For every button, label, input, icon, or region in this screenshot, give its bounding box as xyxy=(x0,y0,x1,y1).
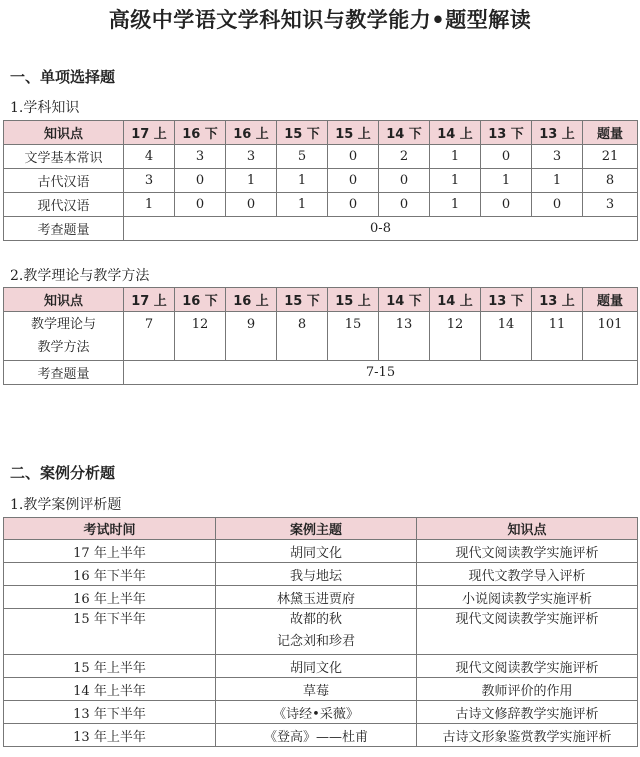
table-cell: 3 xyxy=(583,193,638,217)
row-label-line: 教学方法 xyxy=(37,340,90,355)
header-cell: 13 上 xyxy=(532,121,583,145)
table-footer-row xyxy=(4,217,638,241)
table-row xyxy=(4,724,638,747)
case-topic-line: 记念刘和珍君 xyxy=(276,634,355,649)
table-row xyxy=(4,678,638,701)
header-cell: 14 上 xyxy=(430,288,481,312)
header-cell: 17 上 xyxy=(124,121,175,145)
header-cell: 14 下 xyxy=(379,288,430,312)
section-heading-case-analysis: 二、案例分析题 xyxy=(10,464,116,482)
knowledge-point-cell: 古诗文形象鉴赏教学实施评析 xyxy=(417,724,638,747)
header-cell: 16 上 xyxy=(226,121,277,145)
header-cell: 13 上 xyxy=(532,288,583,312)
table-cell: 0 xyxy=(481,145,532,169)
table-cell: 1 xyxy=(277,169,328,193)
header-cell: 15 下 xyxy=(277,121,328,145)
case-topic-cell: 胡同文化 xyxy=(216,540,417,563)
exam-time-cell: 17 年上半年 xyxy=(4,540,216,563)
table-cell: 0 xyxy=(532,193,583,217)
table-cell: 13 xyxy=(379,312,430,361)
table-row xyxy=(4,312,638,361)
table-cell: 101 xyxy=(583,312,638,361)
page-title: 高级中学语文学科知识与教学能力•题型解读 xyxy=(108,8,532,32)
table-cell: 1 xyxy=(481,169,532,193)
header-cell: 题量 xyxy=(583,121,638,145)
table-caption-teaching-theory: 2.教学理论与教学方法 xyxy=(10,268,150,284)
table-cell: 12 xyxy=(430,312,481,361)
exam-time-cell: 16 年上半年 xyxy=(4,586,216,609)
table-cell: 1 xyxy=(430,169,481,193)
exam-time-cell: 15 年下半年 xyxy=(4,609,216,655)
table-cell: 1 xyxy=(532,169,583,193)
table-cell: 0 xyxy=(481,193,532,217)
table-cell: 1 xyxy=(277,193,328,217)
knowledge-point-cell: 古诗文修辞教学实施评析 xyxy=(417,701,638,724)
table-cell: 3 xyxy=(532,145,583,169)
table-cell: 3 xyxy=(124,169,175,193)
case-topic-cell xyxy=(216,609,417,655)
table-row xyxy=(4,701,638,724)
exam-time-cell: 13 年下半年 xyxy=(4,701,216,724)
footer-label: 考查题量 xyxy=(4,217,124,241)
header-cell: 考试时间 xyxy=(4,518,216,540)
table-cell: 14 xyxy=(481,312,532,361)
case-topic-cell: 林黛玉进贾府 xyxy=(216,586,417,609)
header-cell: 16 下 xyxy=(175,121,226,145)
table-header-row xyxy=(4,518,638,540)
table-cell: 11 xyxy=(532,312,583,361)
table-cell: 8 xyxy=(277,312,328,361)
table-cell: 9 xyxy=(226,312,277,361)
table-cell: 0 xyxy=(175,169,226,193)
knowledge-point-cell: 现代文阅读教学实施评析 xyxy=(417,540,638,563)
table-cell: 1 xyxy=(430,145,481,169)
table-cell: 0 xyxy=(226,193,277,217)
exam-time-cell: 16 年下半年 xyxy=(4,563,216,586)
table-row xyxy=(4,145,638,169)
table-cell: 3 xyxy=(226,145,277,169)
table-cell: 7 xyxy=(124,312,175,361)
table-footer-row xyxy=(4,361,638,385)
table-cell: 15 xyxy=(328,312,379,361)
header-cell: 14 上 xyxy=(430,121,481,145)
row-label-line: 教学理论与 xyxy=(30,317,96,332)
table-header-row xyxy=(4,121,638,145)
knowledge-point-cell: 现代文教学导入评析 xyxy=(417,563,638,586)
section-heading-single-choice: 一、单项选择题 xyxy=(10,68,116,86)
case-topic-cell: 《登高》——杜甫 xyxy=(216,724,417,747)
header-cell: 14 下 xyxy=(379,121,430,145)
teaching-theory-table xyxy=(3,287,638,385)
case-topic-cell: 《诗经•采薇》 xyxy=(216,701,417,724)
table-cell: 0 xyxy=(175,193,226,217)
exam-time-cell: 14 年上半年 xyxy=(4,678,216,701)
table-row xyxy=(4,563,638,586)
table-cell: 21 xyxy=(583,145,638,169)
exam-time-cell: 15 年上半年 xyxy=(4,655,216,678)
table-caption-case-review: 1.教学案例评析题 xyxy=(10,497,122,513)
header-cell: 17 上 xyxy=(124,288,175,312)
table-row xyxy=(4,609,638,655)
knowledge-point-cell: 现代文阅读教学实施评析 xyxy=(417,655,638,678)
table-cell: 1 xyxy=(226,169,277,193)
footer-label: 考查题量 xyxy=(4,361,124,385)
case-topic-cell: 胡同文化 xyxy=(216,655,417,678)
header-cell: 题量 xyxy=(583,288,638,312)
table-cell: 0 xyxy=(328,193,379,217)
header-cell: 知识点 xyxy=(417,518,638,540)
table-cell: 0 xyxy=(379,169,430,193)
header-cell: 16 上 xyxy=(226,288,277,312)
header-cell: 知识点 xyxy=(4,288,124,312)
row-label xyxy=(4,312,124,361)
header-cell: 13 下 xyxy=(481,288,532,312)
knowledge-point-cell: 小说阅读教学实施评析 xyxy=(417,586,638,609)
case-topic-cell: 我与地坛 xyxy=(216,563,417,586)
table-cell: 3 xyxy=(175,145,226,169)
table-cell: 0 xyxy=(328,169,379,193)
table-row xyxy=(4,169,638,193)
row-label: 文学基本常识 xyxy=(4,145,124,169)
knowledge-point-cell: 教师评价的作用 xyxy=(417,678,638,701)
table-row xyxy=(4,193,638,217)
table-cell: 1 xyxy=(430,193,481,217)
exam-time-cell: 13 年上半年 xyxy=(4,724,216,747)
case-topic-line: 故都的秋 xyxy=(289,612,342,627)
table-row xyxy=(4,540,638,563)
table-header-row xyxy=(4,288,638,312)
table-cell: 0 xyxy=(328,145,379,169)
knowledge-point-cell: 现代文阅读教学实施评析 xyxy=(417,609,638,655)
row-label: 现代汉语 xyxy=(4,193,124,217)
table-cell: 4 xyxy=(124,145,175,169)
header-cell: 15 上 xyxy=(328,121,379,145)
case-topic-cell: 草莓 xyxy=(216,678,417,701)
footer-value: 0-8 xyxy=(124,217,638,241)
table-cell: 2 xyxy=(379,145,430,169)
header-cell: 16 下 xyxy=(175,288,226,312)
subject-knowledge-table xyxy=(3,120,638,241)
footer-value: 7-15 xyxy=(124,361,638,385)
header-cell: 15 下 xyxy=(277,288,328,312)
table-cell: 12 xyxy=(175,312,226,361)
table-cell: 5 xyxy=(277,145,328,169)
table-cell: 8 xyxy=(583,169,638,193)
table-caption-subject-knowledge: 1.学科知识 xyxy=(10,100,80,116)
table-row xyxy=(4,586,638,609)
table-row xyxy=(4,655,638,678)
header-cell: 13 下 xyxy=(481,121,532,145)
table-cell: 0 xyxy=(379,193,430,217)
row-label: 古代汉语 xyxy=(4,169,124,193)
case-review-table xyxy=(3,517,638,747)
table-cell: 1 xyxy=(124,193,175,217)
header-cell: 知识点 xyxy=(4,121,124,145)
header-cell: 案例主题 xyxy=(216,518,417,540)
header-cell: 15 上 xyxy=(328,288,379,312)
